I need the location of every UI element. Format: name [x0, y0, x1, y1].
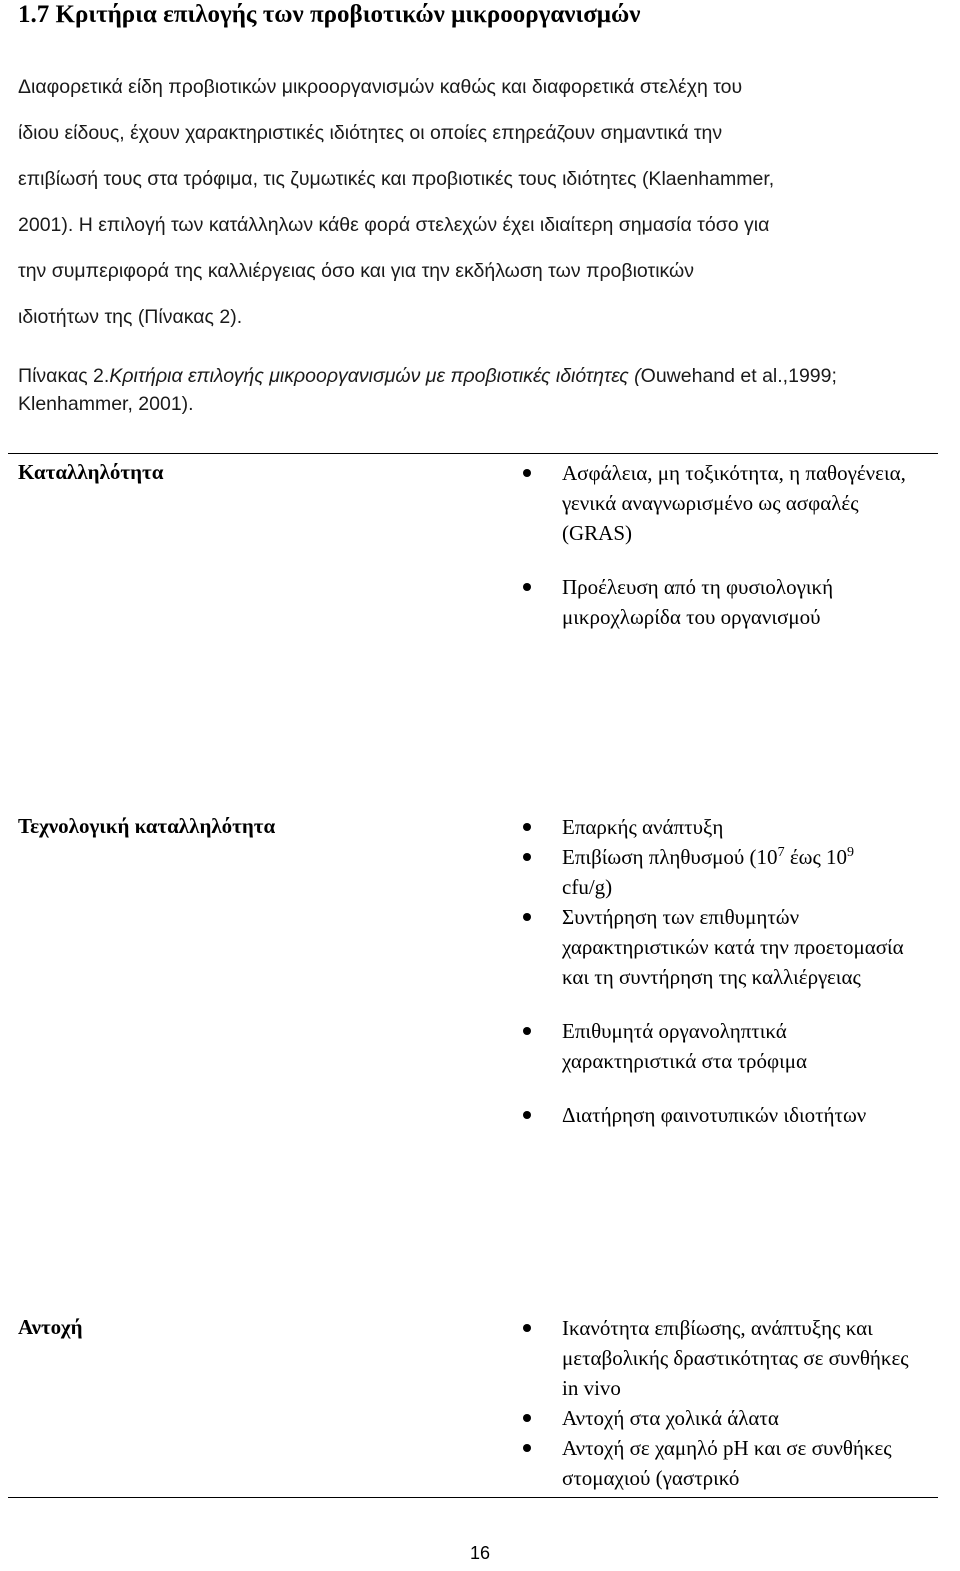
caption-source: Ouwehand et al.,1999; Klenhammer, 2001). [18, 365, 837, 415]
paragraph-line: ιδιοτήτων της (Πίνακας 2). [18, 306, 243, 328]
paragraph-line: ίδιου είδους, έχουν χαρακτηριστικές ιδιότητες οι οποίες επηρεάζουν σημαντικά την [18, 122, 723, 144]
table-caption [18, 362, 948, 418]
list-item: Συντήρηση των επιθυμητών χαρακτηριστικών κατά την προετομασία και τη συντήρηση της καλλιέργειας [520, 902, 920, 992]
list-item-population: Επιβίωση πληθυσμού ($10^7$ έως $10^9$ cfu/g) [520, 842, 920, 902]
list-item: Προέλευση από τη φυσιολογική μικροχλωρίδα του οργανισμού [520, 572, 920, 632]
list-item: Επαρκής ανάπτυξη [520, 812, 920, 842]
suitability-list [520, 458, 920, 632]
intro-paragraph [18, 64, 948, 340]
paragraph-line: επιβίωσή τους στα τρόφιμα, τις ζυμωτικές και προβιοτικές τους ιδιότητες (Klaenhammer, [18, 168, 775, 190]
list-item: Διατήρηση φαινοτυπικών ιδιοτήτων [520, 1100, 920, 1130]
paragraph-line: την συμπεριφορά της καλλιέργειας όσο και για την εκδήλωση των προβιοτικών [18, 260, 695, 282]
table-top-rule [8, 453, 938, 454]
section-heading: 1.7 Κριτήρια επιλογής των προβιοτικών μικροοργανισμών [18, 1, 641, 28]
list-item: Αντοχή σε χαμηλό pH και σε συνθήκες στομαχιού (γαστρικό [520, 1433, 920, 1493]
list-item: Ικανότητα επιβίωσης, ανάπτυξης και μεταβολικής δραστικότητας σε συνθήκες in vivo [520, 1313, 920, 1403]
list-item: Αντοχή στα χολικά άλατα [520, 1403, 920, 1433]
resistance-list [520, 1313, 920, 1493]
paragraph-line: Διαφορετικά είδη προβιοτικών μικροοργανισμών καθώς και διαφορετικά στελέχη του [18, 76, 743, 98]
list-item: Ασφάλεια, μη τοξικότητα, η παθογένεια, γενικά αναγνωρισμένο ως ασφαλές (GRAS) [520, 458, 920, 548]
page-number: 16 [469, 1543, 491, 1563]
criterion-suitability: Καταλληλότητα [18, 460, 164, 484]
technological-list [520, 812, 920, 1130]
paragraph-line: 2001). Η επιλογή των κατάλληλων κάθε φορά στελεχών έχει ιδιαίτερη σημασία τόσο για [18, 214, 770, 236]
caption-label: Πίνακας 2. [18, 365, 110, 387]
table-bottom-rule [8, 1497, 938, 1498]
caption-title: Κριτήρια επιλογής μικροοργανισμών με προβιοτικές ιδιότητες ( [109, 365, 641, 387]
list-item: Επιθυμητά οργανοληπτικά χαρακτηριστικά στα τρόφιμα [520, 1016, 920, 1076]
criterion-technological-suitability: Τεχνολογική καταλληλότητα [18, 814, 276, 838]
criterion-resistance: Αντοχή [18, 1315, 83, 1339]
